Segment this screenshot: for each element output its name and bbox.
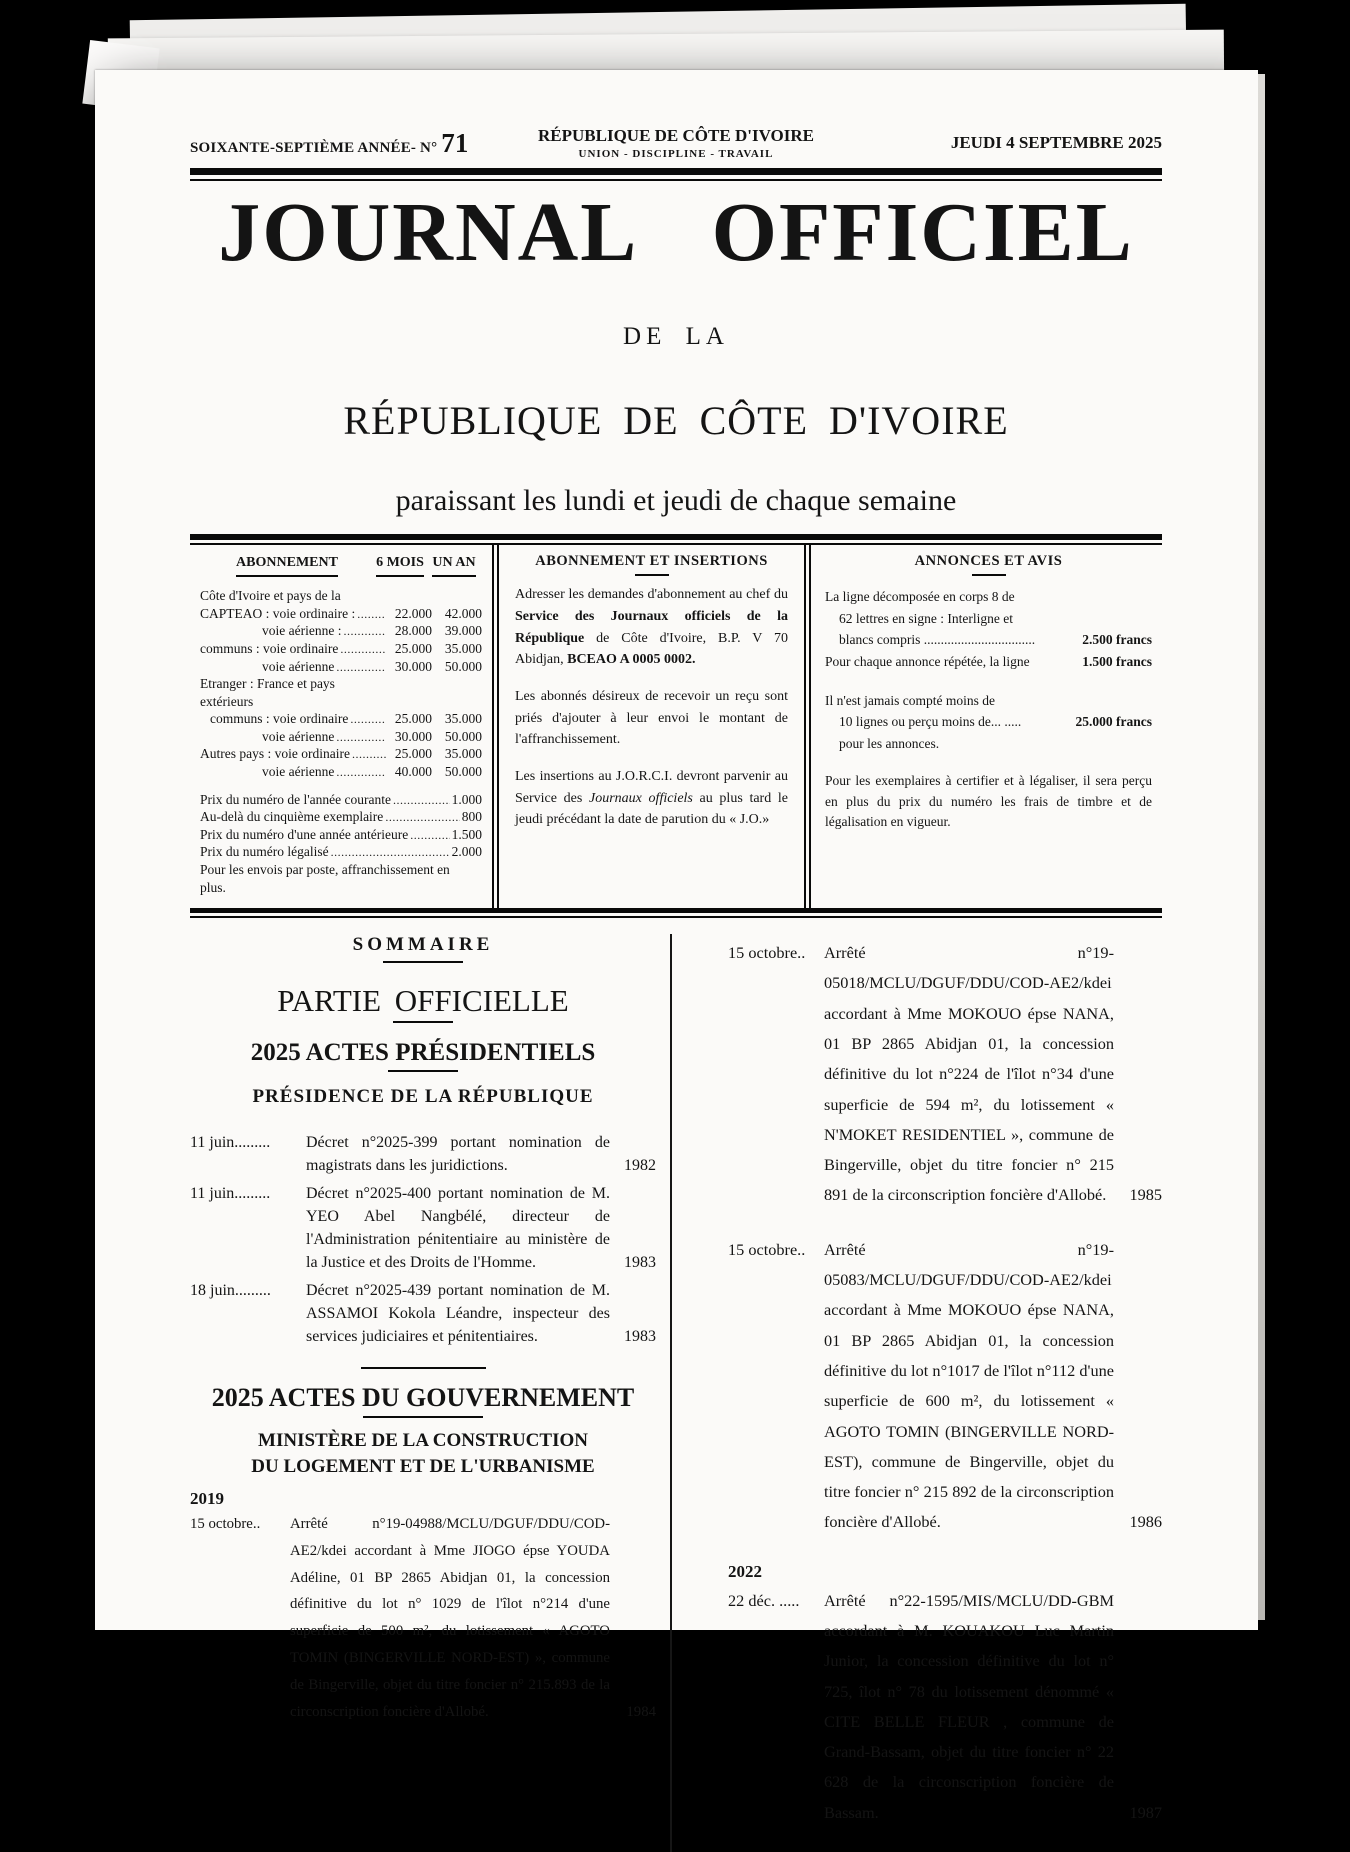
tariff-price: 1.500 francs [1082,653,1152,669]
edition-line [190,128,511,159]
note-label: Prix du numéro de l'année courante [200,791,391,807]
sommaire-section [190,934,1162,1852]
tariff-label: voie aérienne [262,728,335,744]
journal-front-page [95,70,1258,1822]
annonces-tariff-line [825,690,1152,712]
column-unan: UN AN [432,555,475,577]
tariff-text: pour les annonces. [839,735,940,751]
toc-entry [728,1235,1162,1538]
tariff-text: Il n'est jamais compté moins de [825,692,996,708]
heading-underline [388,1070,458,1072]
abonnement-row [200,710,482,728]
abonnement-row [200,658,482,676]
abonnement-note-row [200,808,482,826]
dotted-leader [350,710,386,728]
abonnement-title: ABONNEMENT [236,555,338,577]
note-price: 800 [461,809,482,825]
tariff-text: blancs compris ................................. [839,632,1036,648]
ministere-heading: MINISTÈRE DE LA CONSTRUCTION DU LOGEMENT ET DE L'URBANISME [251,1429,595,1478]
dotted-leader [336,658,386,676]
note-label: Prix du numéro d'une année antérieure [200,826,409,842]
note-label: Au-delà du cinquième exemplaire [200,809,384,825]
note-label: Pour les envois par poste, affranchissement en plus. [200,861,450,895]
abonnement-row [200,605,482,623]
entry-text: Décret n°2025-439 portant nomination de M. ASSAMOI Kokola Léandre, inspecteur des services judiciaires et pénitentiaires. [306,1282,610,1345]
insertions-paragraph-3: Les insertions au J.O.R.C.I. devront parvenir au Service des Journaux officiels au plus tard le jeudi précédant la date de parution du « J.O.» [515,769,788,828]
note-price: 2.000 [451,844,482,860]
masthead-dela: DE LA [623,323,729,351]
tariff-label: voie aérienne : [262,623,342,639]
price-unan: 39.000 [444,623,482,639]
tariff-label: Autres pays : voie ordinaire [200,746,350,762]
annonces-tariffs [825,586,1152,754]
tariff-label: Côte d'Ivoire et pays de la [200,588,341,604]
entry-page-number: 1984 [626,1704,656,1721]
entry-page-number: 1983 [624,1253,656,1271]
price-6mois: 28.000 [394,623,432,639]
entry-date: 15 octobre.. [728,1239,806,1259]
tariff-label: voie aérienne [262,763,335,779]
abonnement-note-row [200,861,482,896]
actes-presidentiels-heading: 2025 ACTES PRÉSIDENTIELS [250,1039,596,1067]
price-6mois: 30.000 [394,728,432,744]
tariff-label: voie aérienne [262,658,335,674]
entry-text: Arrêté n°19-04988/MCLU/DGUF/DDU/COD-AE2/kdei accordant à Mme JIOGO épse YOUDA Adéline, 01 BP 2865 Abidjan 01, la concession définitive du lot n° 1029 de l'îlot n°214 d'une superficie de 500 m², du lotissement « AGOTO TOMIN (BINGERVILLE NORD-EST) », commune de Bingerville, objet du titre foncier n° 215.893 de la circonscription foncière d'Allobé. [290,1515,610,1721]
entry-date: 15 octobre.. [190,1515,261,1532]
double-rule [190,168,1162,181]
annonces-paragraph: Pour les exemplaires à certifier et à légaliser, il sera perçu en plus du prix du numéro les frais de timbre et de légalisation en vigueur. [825,773,1152,829]
toc-entry [190,1132,656,1177]
masthead-title: JOURNAL OFFICIEL [218,186,1134,279]
tariff-price: 25.000 francs [1075,714,1152,730]
note-price: 1.500 [451,826,482,842]
entry-date: 15 octobre.. [728,943,806,963]
republic-name: RÉPUBLIQUE DE CÔTE D'IVOIRE [538,126,814,145]
insertions-title: ABONNEMENT ET INSERTIONS [535,553,768,570]
sommaire-title: SOMMAIRE [352,934,494,956]
dotted-leader [340,640,386,658]
insertions-box [492,545,804,908]
price-6mois: 25.000 [394,640,432,656]
dotted-leader [343,622,386,640]
price-6mois: 25.000 [394,746,432,762]
entry-page-number: 1982 [624,1156,656,1174]
title-underline [972,574,1006,576]
entry-page-number: 1986 [1129,1512,1162,1532]
dotted-leader [410,826,449,844]
tariff-price: 2.500 francs [1082,632,1152,648]
masthead-republic: RÉPUBLIQUE DE CÔTE D'IVOIRE [343,398,1009,444]
abonnement-row [200,763,482,781]
abonnement-row [200,622,482,640]
heading-underline [383,961,463,963]
annonces-tariff-line [825,733,1152,755]
issue-header [190,126,1162,160]
note-label: Prix du numéro légalisé [200,844,329,860]
price-unan: 35.000 [444,711,482,727]
issue-date: JEUDI 4 SEPTEMBRE 2025 [950,133,1162,152]
annonces-tariff-line [825,711,1152,733]
abonnement-table [200,587,482,780]
partie-officielle-heading: PARTIE OFFICIELLE [277,983,569,1019]
dotted-leader [352,745,386,763]
heading-underline [363,1416,483,1418]
entry-page-number: 1985 [1129,1185,1162,1205]
national-motto: UNION - DISCIPLINE - TRAVAIL [578,148,774,160]
note-price: 1.000 [451,791,482,807]
abonnement-notes [200,791,482,896]
tariff-text: La ligne décomposée en corps 8 de [825,589,1015,605]
price-unan: 35.000 [444,746,482,762]
sommaire-right-column [670,934,1162,1852]
tariff-label: CAPTEAO : voie ordinaire : [200,605,356,621]
price-unan: 42.000 [444,605,482,621]
abonnement-row [200,587,482,605]
dotted-leader [357,605,386,623]
tariff-text: 10 lignes ou perçu moins de... ..... [839,714,1022,730]
abonnement-header [200,555,482,577]
year-label-2019: 2019 [190,1488,224,1508]
entry-page-number: 1983 [624,1327,656,1345]
price-unan: 50.000 [444,658,482,674]
annonces-tariff-line [825,586,1152,608]
entry-date: 22 déc. ..... [728,1590,800,1610]
issue-number: 71 [441,127,469,158]
mclu-2019-entries-continued [728,938,1162,1538]
abonnement-box [190,545,492,908]
price-6mois: 22.000 [394,605,432,621]
annonces-box [804,545,1162,908]
entry-date: 11 juin......... [190,1185,271,1203]
tariff-label: communs : voie ordinaire [210,711,349,727]
heading-underline [393,1021,453,1023]
entry-date: 11 juin......... [190,1134,271,1152]
presidence-entries [190,1132,656,1348]
tariff-text: Pour chaque annonce répétée, la ligne [825,653,1030,669]
price-unan: 35.000 [444,640,482,656]
entry-text: Décret n°2025-400 portant nomination de M. YEO Abel Nangbélé, directeur de l'Administration pénitentiaire au ministère de la Justice et des Droits de l'Homme. [306,1185,610,1271]
toc-entry [190,1511,656,1726]
toc-entry [728,938,1162,1211]
presidence-heading: PRÉSIDENCE DE LA RÉPUBLIQUE [252,1086,594,1108]
sommaire-left-column [190,934,670,1852]
section-separator [361,1367,486,1369]
price-unan: 50.000 [444,728,482,744]
title-underline [635,574,669,576]
republic-block [511,126,841,160]
entries-2022 [728,1586,1162,1828]
dotted-leader [336,728,386,746]
price-6mois: 25.000 [394,711,432,727]
dotted-leader [393,791,450,809]
edition-label: SOIXANTE-SEPTIÈME ANNÉE- N° [190,139,438,156]
year-label-2022: 2022 [728,1561,762,1581]
entry-text: Arrêté n°19-05018/MCLU/DGUF/DDU/COD-AE2/kdei accordant à Mme MOKOUO épse NANA, 01 BP 2865 Abidjan 01, la concession définitive du lot n°224 de l'îlot n°34 d'une superficie de 594 m², du lotissement « N'MOKET RESIDENTIEL », commune de Bingerville, objet du titre foncier n° 215 891 de la circonscription foncière d'Allobé. [824,943,1114,1205]
page-content [95,70,1258,1852]
toc-entry [190,1280,656,1348]
info-boxes [190,545,1162,908]
dotted-leader [385,808,459,826]
insertions-paragraph-2: Les abonnés désireux de recevoir un reçu sont priés d'ajouter à leur envoi le montant de l'affranchissement. [515,688,788,748]
toc-entry [190,1183,656,1274]
tariff-label: communs : voie ordinaire [200,640,339,656]
entry-text: Décret n°2025-399 portant nomination de magistrats dans les juridictions. [306,1134,610,1174]
dotted-leader [336,763,386,781]
mclu-2019-entries [190,1511,656,1726]
double-rule [190,908,1162,918]
annonces-tariff-line [825,651,1152,673]
annonces-tariff-line [825,629,1152,651]
price-6mois: 30.000 [394,658,432,674]
insertions-paragraph-1: Adresser les demandes d'abonnement au chef du Service des Journaux officiels de la République de Côte d'Ivoire, B.P. V 70 Abidjan, BCEAO A 0005 0002. [515,587,788,668]
abonnement-note-row [200,791,482,809]
abonnement-row [200,745,482,763]
price-unan: 50.000 [444,763,482,779]
toc-entry [728,1586,1162,1828]
actes-gouvernement-heading: 2025 ACTES DU GOUVERNEMENT [211,1382,635,1412]
column-6mois: 6 MOIS [376,555,424,577]
abonnement-row [200,728,482,746]
annonces-tariff-line [825,608,1152,630]
tariff-label: Etranger : France et pays extérieurs [200,676,335,709]
tariff-text: 62 lettres en signe : Interligne et [839,610,1013,626]
annonces-title: ANNONCES ET AVIS [914,553,1063,570]
double-rule [190,534,1162,545]
price-6mois: 40.000 [394,763,432,779]
entry-date: 18 juin......... [190,1282,271,1300]
abonnement-row [200,675,482,710]
entry-text: Arrêté n°19-05083/MCLU/DGUF/DDU/COD-AE2/kdei accordant à Mme MOKOUO épse NANA, 01 BP 2865 Abidjan 01, la concession définitive du lot n°1017 de l'îlot n°112 d'une superficie de 600 m², du lotissement « AGOTO TOMIN (BINGERVILLE NORD-EST), commune de Bingerville, objet du titre foncier n° 215 892 de la circonscription foncière d'Allobé. [824,1239,1114,1532]
entry-text: Arrêté n°22-1595/MIS/MCLU/DD-GBM accordant à M. KOUAKOU Luc Martin Junior, la concession définitive du lot n° 725, îlot n° 78 du lotissement dénommé « CITE BELLE FLEUR , commune de Grand-Bassam, objet du titre foncier n° 22 628 de la circonscription foncière de Bassam. [824,1590,1114,1822]
entry-page-number: 1987 [1129,1802,1162,1822]
publication-frequency: paraissant les lundi et jeudi de chaque semaine [395,484,957,518]
abonnement-note-row [200,843,482,861]
abonnement-row [200,640,482,658]
dotted-leader [331,843,450,861]
abonnement-note-row [200,826,482,844]
